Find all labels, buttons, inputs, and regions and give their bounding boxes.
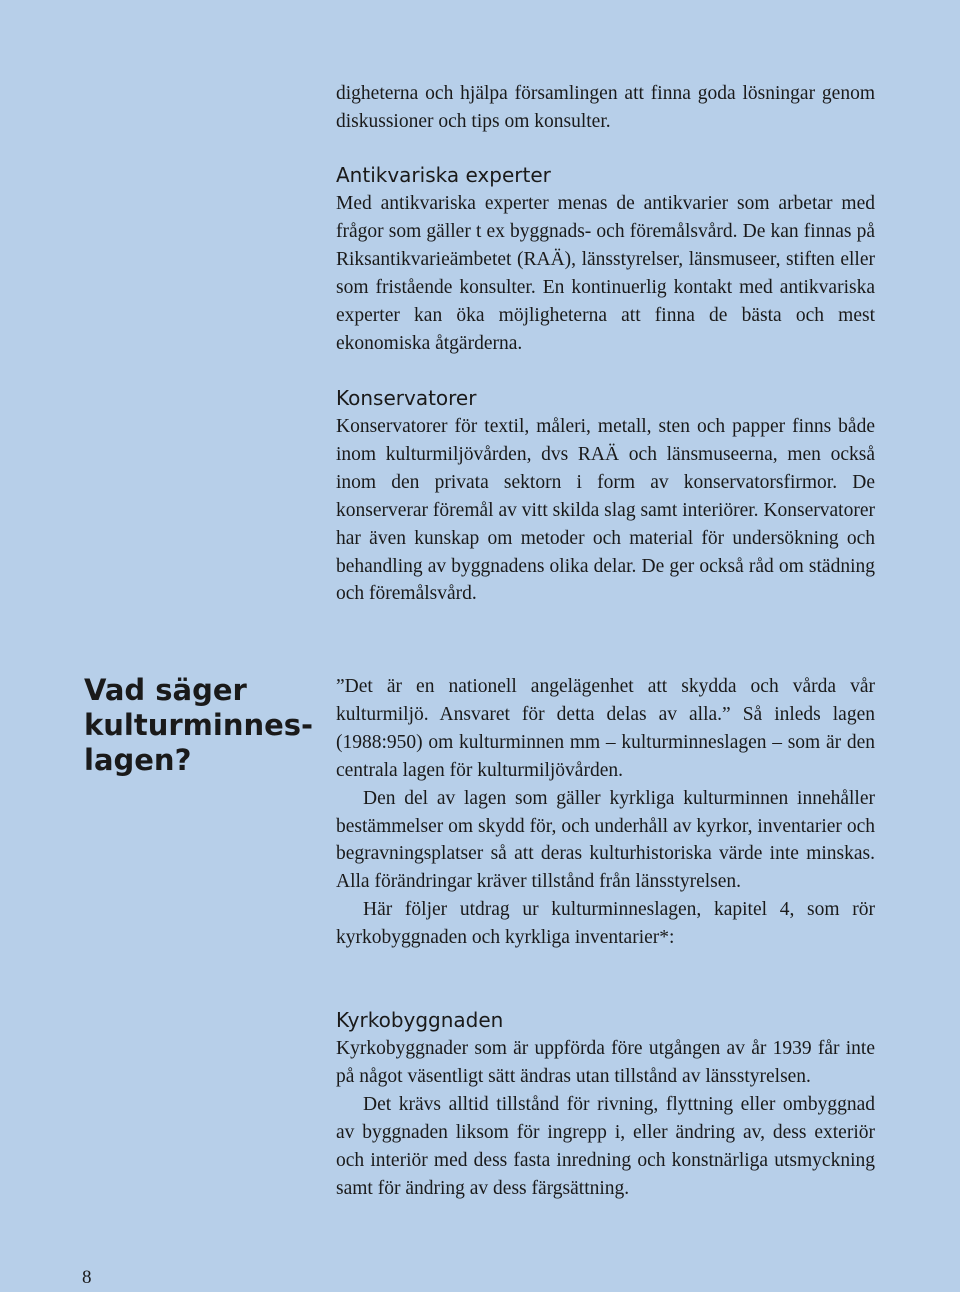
konservatorer-section <box>336 386 875 608</box>
kyrkobyggnaden-heading: Kyrkobyggnaden <box>336 1008 504 1032</box>
lagen-section <box>336 673 875 952</box>
intro-section <box>336 80 875 136</box>
kyrkobyggnaden-section <box>336 1008 875 1202</box>
antikvariska-section <box>336 163 875 357</box>
lagen-paragraph-2: Den del av lagen som gäller kyrkliga kulturminnen innehåller bestämmelser om skydd för, och underhåll av kyrkor, inventarier och begravningsplatser så att deras kulturhistoriska värde inte minskas. Alla förändringar kräver tillstånd från länsstyrelsen. <box>336 787 875 893</box>
antikvariska-heading: Antikvariska experter <box>336 163 551 187</box>
kyrkobyggnaden-paragraph-1: Kyrkobyggnader som är uppförda före utgången av år 1939 får inte på något väsentligt sätt ändras utan tillstånd av länsstyrelsen. <box>336 1038 875 1087</box>
side-heading <box>84 673 314 778</box>
intro-paragraph: digheterna och hjälpa församlingen att finna goda lösningar genom diskussioner och tips om konsulter. <box>336 83 875 132</box>
konservatorer-paragraph: Konservatorer för textil, måleri, metall, sten och papper finns både inom kulturmiljövården, dvs RAÄ och länsmuseerna, men också inom den privata sektorn i form av konservatorsfirmor. De konserverar föremål av vitt skilda slag samt interiörer. Konservatorer har även kunskap om metoder och material för undersökning och behandling av byggnadens olika delar. De ger också råd om städning och föremålsvård. <box>336 416 875 605</box>
lagen-paragraph-3: Här följer utdrag ur kulturminneslagen, kapitel 4, som rör kyrkobyggnaden och kyrkliga inventarier*: <box>336 899 875 949</box>
kyrkobyggnaden-paragraph-2: Det krävs alltid tillstånd för rivning, flyttning eller ombyggnad av byggnaden liksom för ingrepp i, eller ändring av, dess exteriör och interiör med dess fasta inredning och konstnärliga utsmyckning samt för ändring av dess färgsättning. <box>336 1093 875 1199</box>
antikvariska-paragraph: Med antikvariska experter menas de antikvarier som arbetar med frågor som gäller t ex byggnads- och föremålsvård. De kan finnas på Riksantikvarieämbetet (RAÄ), länsstyrelser, länsmuseer, stiften eller som fristående konsulter. En kontinuerlig kontakt med antikvariska experter kan öka möjligheterna att finna de bästa och mest ekonomiska åtgärderna. <box>336 193 875 354</box>
side-heading-line-1: Vad säger <box>84 673 247 707</box>
page-number: 8 <box>82 1267 92 1288</box>
konservatorer-heading: Konservatorer <box>336 386 477 410</box>
side-heading-line-2: kulturminnes- <box>84 708 314 742</box>
lagen-paragraph-1: ”Det är en nationell angelägenhet att skydda och vårda vår kulturmiljö. Ansvaret för detta delas av alla.” Så inleds lagen (1988:950) om kulturminnen mm – kulturminneslagen – som är den centrala lagen för kulturmiljövården. <box>336 676 875 781</box>
side-heading-line-3: lagen? <box>84 743 192 777</box>
